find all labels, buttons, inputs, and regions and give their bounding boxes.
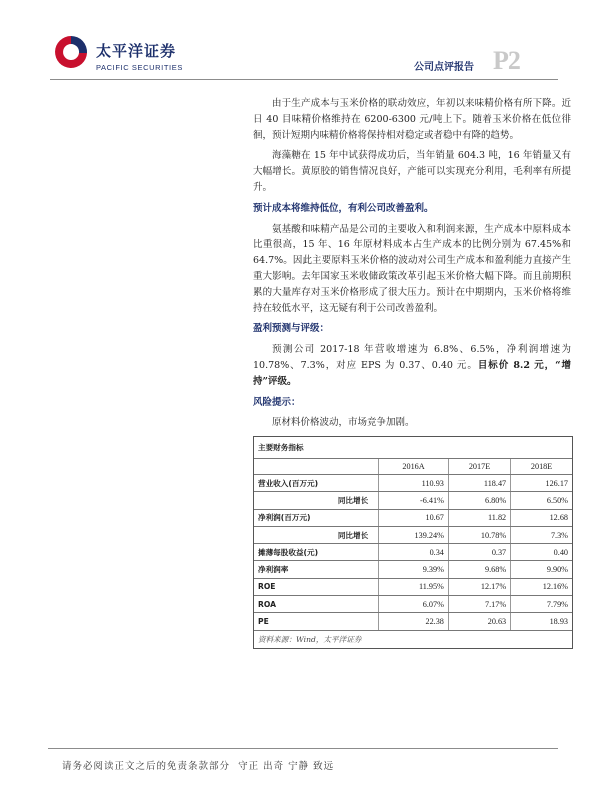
paragraph-msg-price: 由于生产成本与玉米价格的联动效应，年初以来味精价格有所下降。近日 40 目味精价格维持在 6200-6300 元/吨上下。随着玉米价格在低位徘徊，预计短期内味精价格将保持相对稳定或者稳中有降的趋势。 [253,98,571,141]
table-cell: 9.68% [448,561,510,578]
table-cell: 20.63 [448,613,510,630]
table-cell: 12.17% [448,578,510,595]
table-source: 资料来源：Wind，太平洋证券 [258,634,362,644]
paragraph-raw-material: 氨基酸和味精产品是公司的主要收入和利润来源，生产成本中原料成本比重很高，15 年、16 年原材料成本占生产成本的比例分别为 67.45%和 64.7%。因此主要原料玉米价格的波动对公司生产成本和盈利能力直接产生重大影响。去年国家玉米收储政策改革引起玉米价格大幅下降。而且前期积累的大量库存对玉米价格形成了很大压力。预计在中期期内，玉米价格将维持在较低水平，这无疑有利于公司改善盈利。 [253,223,571,314]
table-cell: 6.80% [448,492,510,509]
table-title: 主要财务指标 [254,437,572,459]
table-cell: 0.34 [379,544,449,561]
footer-disclaimer: 请务必阅读正文之后的免责条款部分 [62,761,231,772]
company-logo-icon [53,34,89,72]
table-row [254,578,572,595]
financial-indicators-table [253,436,573,649]
table-cell: 22.38 [379,613,449,630]
table-cell: 139.24% [379,526,449,543]
column-header: 2017E [448,459,510,475]
table-cell: 11.82 [448,509,510,526]
paragraph-risk: 原材料价格波动，市场竞争加剧。 [272,417,415,429]
table-cell: 18.93 [511,613,572,630]
table-header-blank [254,459,379,475]
table-row [254,544,572,561]
table-cell: 7.17% [448,596,510,613]
row-label: ROE [254,578,379,595]
table-row [254,596,572,613]
table-row [254,613,572,630]
table-cell: 9.39% [379,561,449,578]
table-cell: 10.78% [448,526,510,543]
table-cell: 118.47 [448,475,510,492]
paragraph-forecast [253,342,571,389]
report-type: 公司点评报告 [414,62,474,73]
table-row [254,526,572,543]
row-label: 营业收入(百万元) [254,475,379,492]
row-label: PE [254,613,379,630]
table-cell: 126.17 [511,475,572,492]
table-row [254,492,572,509]
footer-divider [48,748,558,749]
row-label: 同比增长 [254,526,379,543]
row-label: 摊薄每股收益(元) [254,544,379,561]
brand-name-cn: 太平洋证券 [96,42,177,60]
table-cell: 6.07% [379,596,449,613]
heading-risk: 风险提示： [253,396,301,408]
table-cell: 0.37 [448,544,510,561]
header-divider [50,79,558,80]
table-cell: 10.67 [379,509,449,526]
table-row [254,475,572,492]
table-row [254,509,572,526]
column-header: 2018E [511,459,572,475]
table-cell: -6.41% [379,492,449,509]
row-label: 净利润(百万元) [254,509,379,526]
row-label: 净利润率 [254,561,379,578]
brand-name-en: PACIFIC SECURITIES [96,63,183,72]
page-number: P2 [493,46,520,75]
table-cell: 9.90% [511,561,572,578]
column-header: 2016A [379,459,449,475]
row-label: 同比增长 [254,492,379,509]
heading-cost-outlook: 预计成本将维持低位，有利公司改善盈利。 [253,202,434,214]
table-cell: 0.40 [511,544,572,561]
footer [62,758,334,772]
heading-forecast: 盈利预测与评级： [253,323,330,335]
footer-motto: 守正 出奇 宁静 致远 [238,761,335,772]
target-price-rating: 目标价 8.2 元，“增持”评级。 [253,359,572,387]
table-cell: 110.93 [379,475,449,492]
table-cell: 12.16% [511,578,572,595]
table-cell: 12.68 [511,509,572,526]
table-cell: 6.50% [511,492,572,509]
table-row [254,561,572,578]
paragraph-trehalose: 海藻糖在 15 年中试获得成功后，当年销量 604.3 吨，16 年销量又有大幅增长。黄原胶的销售情况良好，产能可以实现充分利用，毛利率有所提升。 [253,150,571,193]
report-body [253,96,571,436]
table-cell: 7.79% [511,596,572,613]
row-label: ROA [254,596,379,613]
forecast-text: 预测公司 2017-18 年营收增速为 6.8%、6.5%，净利润增速为 10.78%、7.3%，对应 EPS 为 0.37、0.40 元。 [253,344,571,371]
table-cell: 7.3% [511,526,572,543]
table-cell: 11.95% [379,578,449,595]
